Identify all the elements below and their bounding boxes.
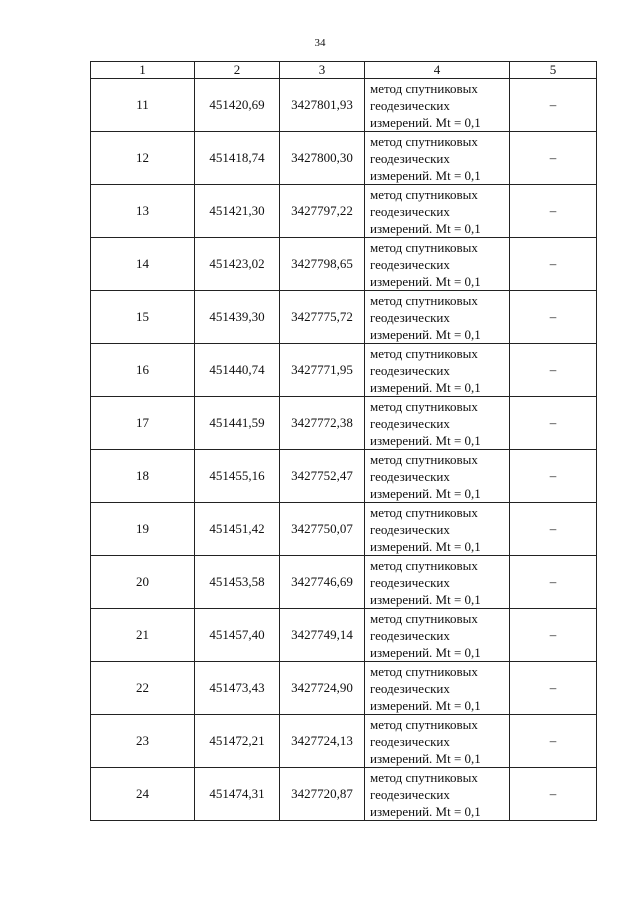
y-coordinate-cell: 3427720,87 [280, 768, 365, 821]
method-line: геодезических [370, 627, 450, 643]
table-row [91, 132, 597, 185]
point-number-cell: 12 [91, 132, 195, 185]
x-coordinate-cell: 451474,31 [195, 768, 280, 821]
column-5-cell: – [510, 397, 597, 450]
column-5-cell: – [510, 556, 597, 609]
method-line: метод спутниковых [370, 716, 478, 732]
column-5-cell: – [510, 291, 597, 344]
method-line: измерений. Mt = 0,1 [370, 273, 481, 289]
method-line: измерений. Mt = 0,1 [370, 326, 481, 342]
column-header-4: 4 [365, 62, 510, 79]
column-5-cell: – [510, 662, 597, 715]
table-row [91, 662, 597, 715]
method-line: геодезических [370, 362, 450, 378]
method-line: измерений. Mt = 0,1 [370, 803, 481, 819]
point-number-cell: 24 [91, 768, 195, 821]
y-coordinate-cell: 3427750,07 [280, 503, 365, 556]
table-row [91, 715, 597, 768]
method-line: метод спутниковых [370, 769, 478, 785]
x-coordinate-cell: 451441,59 [195, 397, 280, 450]
table-row [91, 397, 597, 450]
method-line: измерений. Mt = 0,1 [370, 379, 481, 395]
x-coordinate-cell: 451453,58 [195, 556, 280, 609]
x-coordinate-cell: 451455,16 [195, 450, 280, 503]
method-line: геодезических [370, 733, 450, 749]
method-cell [365, 715, 510, 768]
method-line: геодезических [370, 574, 450, 590]
method-cell [365, 397, 510, 450]
point-number-cell: 16 [91, 344, 195, 397]
x-coordinate-cell: 451439,30 [195, 291, 280, 344]
y-coordinate-cell: 3427771,95 [280, 344, 365, 397]
method-line: метод спутниковых [370, 292, 478, 308]
x-coordinate-cell: 451472,21 [195, 715, 280, 768]
y-coordinate-cell: 3427797,22 [280, 185, 365, 238]
column-5-cell: – [510, 344, 597, 397]
table-row [91, 238, 597, 291]
y-coordinate-cell: 3427724,90 [280, 662, 365, 715]
y-coordinate-cell: 3427800,30 [280, 132, 365, 185]
method-cell [365, 79, 510, 132]
method-line: измерений. Mt = 0,1 [370, 644, 481, 660]
point-number-cell: 14 [91, 238, 195, 291]
method-cell [365, 291, 510, 344]
y-coordinate-cell: 3427772,38 [280, 397, 365, 450]
coordinates-table [90, 61, 597, 821]
method-line: метод спутниковых [370, 239, 478, 255]
method-line: геодезических [370, 203, 450, 219]
x-coordinate-cell: 451420,69 [195, 79, 280, 132]
y-coordinate-cell: 3427775,72 [280, 291, 365, 344]
method-line: геодезических [370, 97, 450, 113]
method-line: метод спутниковых [370, 345, 478, 361]
method-cell [365, 609, 510, 662]
column-header-1: 1 [91, 62, 195, 79]
method-line: геодезических [370, 256, 450, 272]
method-cell [365, 185, 510, 238]
table-row [91, 450, 597, 503]
table-row [91, 768, 597, 821]
table-row [91, 609, 597, 662]
method-line: измерений. Mt = 0,1 [370, 114, 481, 130]
method-cell [365, 503, 510, 556]
method-cell [365, 238, 510, 291]
y-coordinate-cell: 3427798,65 [280, 238, 365, 291]
table-body [91, 79, 597, 821]
point-number-cell: 13 [91, 185, 195, 238]
method-line: измерений. Mt = 0,1 [370, 485, 481, 501]
x-coordinate-cell: 451473,43 [195, 662, 280, 715]
point-number-cell: 18 [91, 450, 195, 503]
point-number-cell: 22 [91, 662, 195, 715]
column-5-cell: – [510, 715, 597, 768]
x-coordinate-cell: 451457,40 [195, 609, 280, 662]
method-line: метод спутниковых [370, 80, 478, 96]
x-coordinate-cell: 451418,74 [195, 132, 280, 185]
method-line: геодезических [370, 468, 450, 484]
column-5-cell: – [510, 238, 597, 291]
method-line: геодезических [370, 680, 450, 696]
method-line: измерений. Mt = 0,1 [370, 697, 481, 713]
column-5-cell: – [510, 79, 597, 132]
column-header-5: 5 [510, 62, 597, 79]
method-line: геодезических [370, 150, 450, 166]
y-coordinate-cell: 3427746,69 [280, 556, 365, 609]
table-row [91, 79, 597, 132]
method-line: измерений. Mt = 0,1 [370, 538, 481, 554]
point-number-cell: 21 [91, 609, 195, 662]
method-line: измерений. Mt = 0,1 [370, 750, 481, 766]
table-header-row [91, 62, 597, 79]
y-coordinate-cell: 3427801,93 [280, 79, 365, 132]
method-cell [365, 132, 510, 185]
point-number-cell: 17 [91, 397, 195, 450]
method-cell [365, 662, 510, 715]
point-number-cell: 19 [91, 503, 195, 556]
method-line: геодезических [370, 309, 450, 325]
column-5-cell: – [510, 450, 597, 503]
x-coordinate-cell: 451423,02 [195, 238, 280, 291]
method-line: метод спутниковых [370, 451, 478, 467]
point-number-cell: 20 [91, 556, 195, 609]
table-row [91, 291, 597, 344]
table-row [91, 344, 597, 397]
method-line: геодезических [370, 521, 450, 537]
y-coordinate-cell: 3427724,13 [280, 715, 365, 768]
method-line: геодезических [370, 415, 450, 431]
method-line: метод спутниковых [370, 557, 478, 573]
method-line: измерений. Mt = 0,1 [370, 220, 481, 236]
column-5-cell: – [510, 185, 597, 238]
x-coordinate-cell: 451451,42 [195, 503, 280, 556]
y-coordinate-cell: 3427749,14 [280, 609, 365, 662]
x-coordinate-cell: 451421,30 [195, 185, 280, 238]
method-line: метод спутниковых [370, 663, 478, 679]
method-line: измерений. Mt = 0,1 [370, 591, 481, 607]
column-5-cell: – [510, 609, 597, 662]
table-row [91, 185, 597, 238]
method-line: метод спутниковых [370, 504, 478, 520]
y-coordinate-cell: 3427752,47 [280, 450, 365, 503]
method-line: геодезических [370, 786, 450, 802]
column-5-cell: – [510, 768, 597, 821]
table-row [91, 556, 597, 609]
method-line: метод спутниковых [370, 186, 478, 202]
x-coordinate-cell: 451440,74 [195, 344, 280, 397]
method-line: измерений. Mt = 0,1 [370, 432, 481, 448]
point-number-cell: 15 [91, 291, 195, 344]
column-5-cell: – [510, 503, 597, 556]
method-cell [365, 344, 510, 397]
method-cell [365, 556, 510, 609]
column-5-cell: – [510, 132, 597, 185]
point-number-cell: 23 [91, 715, 195, 768]
page-number: 34 [314, 37, 326, 49]
point-number-cell: 11 [91, 79, 195, 132]
column-header-3: 3 [280, 62, 365, 79]
method-line: метод спутниковых [370, 610, 478, 626]
column-header-2: 2 [195, 62, 280, 79]
table-row [91, 503, 597, 556]
method-cell [365, 768, 510, 821]
method-line: метод спутниковых [370, 133, 478, 149]
method-line: измерений. Mt = 0,1 [370, 167, 481, 183]
method-cell [365, 450, 510, 503]
method-line: метод спутниковых [370, 398, 478, 414]
